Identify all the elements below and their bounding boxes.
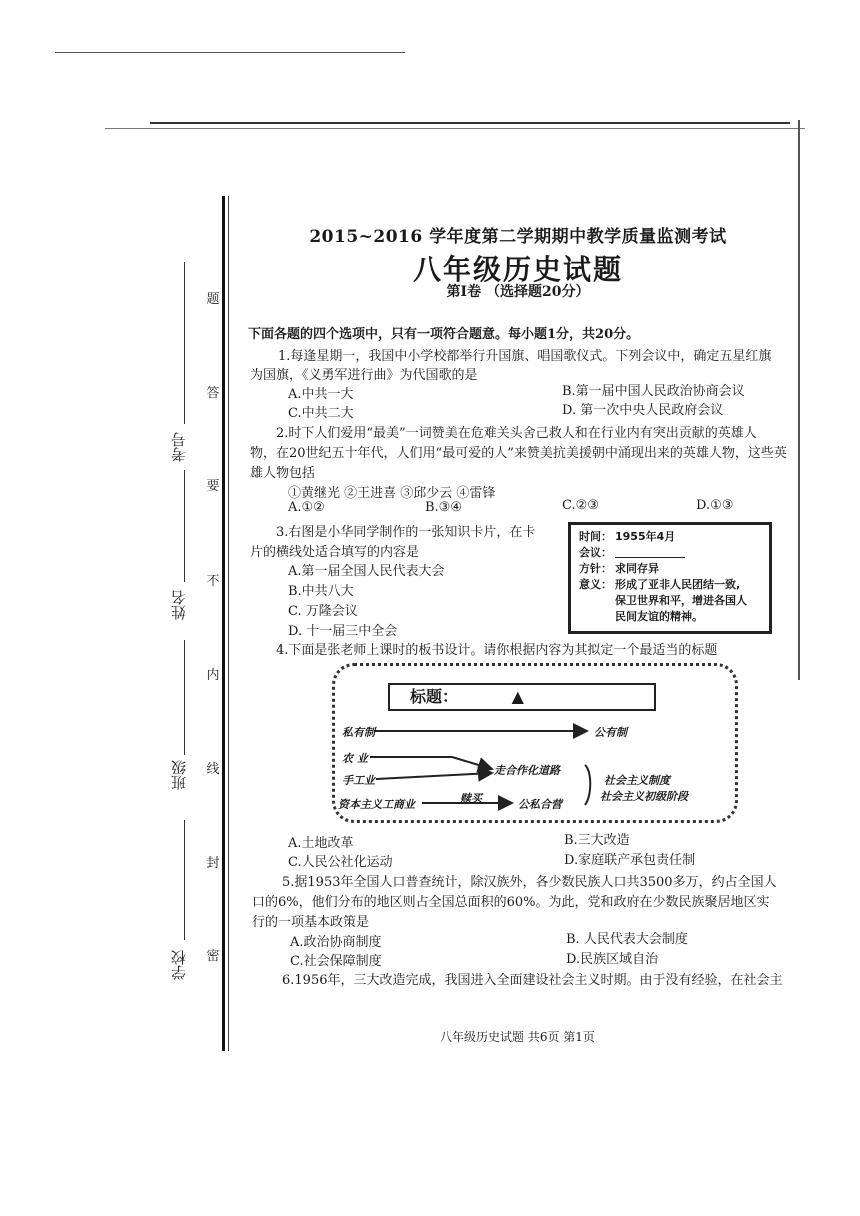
field-name-line[interactable] [184,470,185,582]
option-c[interactable]: C.社会保障制度 [290,954,382,969]
section-title: 第Ⅰ卷 （选择题20分） [446,284,590,300]
option-a[interactable]: A.第一届全国人民代表大会 [288,564,445,579]
board-system2: 社会主义初级阶段 [600,790,688,803]
scan-border [798,120,800,680]
page-footer: 八年级历史试题 共6页 第1页 [440,1030,595,1044]
option-c[interactable]: C.人民公社化运动 [288,855,393,870]
page-title: 八年级历史试题 [412,253,623,286]
seal-char: 答 [206,386,220,401]
field-number-line[interactable] [184,262,185,424]
board-joint: 公私合营 [518,798,562,811]
card-label: 方针： [579,562,612,575]
triangle-icon: ▲ [511,687,524,706]
option-d[interactable]: D.①③ [696,498,734,513]
option-b[interactable]: B.第一届中国人民政治协商会议 [562,384,745,399]
board-coop: 走合作化道路 [494,764,560,777]
option-c[interactable]: C.中共二大 [288,406,354,421]
question-items: ①黄继光 ②王进喜 ③邱少云 ④雷锋 [288,486,496,501]
option-d[interactable]: D. 十一届三中全会 [288,624,398,639]
question-text: 5.据1953年全国人口普查统计，除汉族外，各少数民族人口共3500多万，约占全国人 [282,875,777,890]
option-b[interactable]: B. 人民代表大会制度 [566,932,688,947]
field-school-label: 学校 [170,950,188,980]
card-meaning: 形成了亚非人民团结一致, [615,578,741,591]
option-d[interactable]: D. 第一次中央人民政府会议 [562,403,724,418]
board-handicraft: 手工业 [342,774,375,787]
field-school-line[interactable] [184,820,185,940]
board-system1: 社会主义制度 [604,774,670,787]
knowledge-card [568,522,772,634]
question-text: 1.每逢星期一，我国中小学校都举行升国旗、唱国歌仪式。下列会议中，确定五星红旗 [278,349,772,364]
option-d[interactable]: D.家庭联产承包责任制 [564,853,696,868]
field-number-label: 考号 [170,432,188,462]
exam-title: 2015~2016 学年度第二学期期中教学质量监测考试 [309,227,727,247]
board-private: 私有制 [342,726,375,739]
seal-char: 不 [206,574,220,589]
question-text: 2.时下人们爱用“最美”一词赞美在危难关头舍己救人和在行业内有突出贡献的英雄人 [276,426,757,441]
board-title-label: 标题： [410,687,459,706]
seal-char: 要 [206,479,220,494]
field-name-label: 姓名 [170,590,188,620]
seal-char: 封 [206,856,220,871]
card-meaning: 保卫世界和平，增进各国人 [615,594,747,607]
scan-line [55,52,405,53]
binding-rule [222,196,225,1051]
binding-rule [228,196,229,1051]
question-text: 为国旗，《义勇军进行曲》为代国歌的是 [250,368,478,383]
field-class-line[interactable] [184,640,185,755]
scan-line [150,122,790,124]
option-a[interactable]: A.中共一大 [288,387,354,402]
field-class-label: 班级 [170,760,188,790]
seal-char: 线 [206,762,220,777]
scan-line [105,128,805,129]
question-text: 4.下面是张老师上课时的板书设计。请你根据内容为其拟定一个最适当的标题 [276,643,718,658]
question-text: 6.1956年，三大改造完成，我国进入全面建设社会主义时期。由于没有经验，在社会主 [282,973,783,988]
option-c[interactable]: C.②③ [562,498,599,513]
seal-char: 密 [206,949,220,964]
option-b[interactable]: B.中共八大 [288,584,354,599]
question-text: 物，在20世纪五十年代，人们用“最可爱的人”来赞美抗美援朝中涌现出来的英雄人物，这些英 [250,446,787,461]
card-policy: 求同存异 [615,562,659,575]
seal-char: 题 [206,292,220,307]
card-meaning: 民间友谊的精神。 [615,610,703,623]
option-d[interactable]: D.民族区域自治 [566,952,659,967]
board-public: 公有制 [594,726,627,739]
option-b[interactable]: B.三大改造 [564,833,630,848]
card-time: 1955年4月 [615,530,676,543]
board-capital: 资本主义工商业 [338,798,415,811]
board-agri: 农 业 [342,752,368,765]
question-text: 行的一项基本政策是 [252,915,370,930]
board-redeem: 赎买 [460,792,482,805]
card-label: 时间： [579,530,612,543]
card-label: 意义： [579,578,612,591]
option-b[interactable]: B.③④ [425,500,462,515]
option-c[interactable]: C. 万隆会议 [288,604,358,619]
question-text: 片的横线处适合填写的内容是 [250,545,420,560]
card-blank [615,545,685,558]
card-label: 会议： [579,546,612,559]
instructions: 下面各题的四个选项中，只有一项符合题意。每小题1分，共20分。 [248,327,640,342]
option-a[interactable]: A.①② [288,500,325,515]
option-a[interactable]: A.政治协商制度 [290,935,382,950]
seal-char: 内 [206,668,220,683]
question-text: 3.右图是小华同学制作的一张知识卡片，在卡 [276,525,536,540]
question-text: 口的6%，他们分布的地区则占全国总面积的60%。为此，党和政府在少数民族聚居地区实 [252,895,770,910]
question-text: 雄人物包括 [250,466,316,481]
option-a[interactable]: A.土地改革 [288,836,354,851]
